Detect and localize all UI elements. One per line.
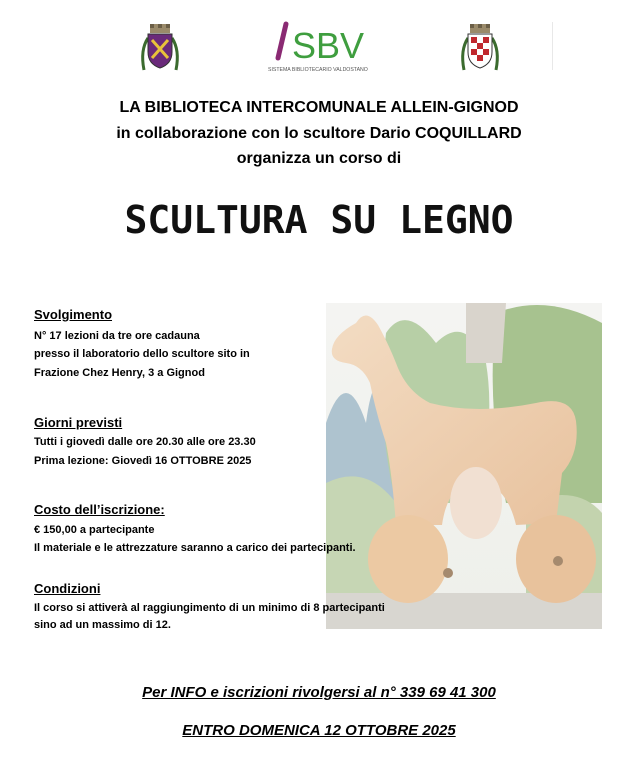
intro-line-library: LA BIBLIOTECA INTERCOMUNALE ALLEIN-GIGNOD (119, 99, 519, 116)
costo-line: € 150,00 a partecipante (34, 524, 155, 536)
sbv-logo (268, 18, 378, 74)
svolgimento-line: N° 17 lezioni da tre ore cadauna (34, 330, 200, 342)
svolgimento-line: Frazione Chez Henry, 3 a Gignod (34, 367, 205, 379)
municipal-crest-left-icon (138, 20, 182, 74)
sbv-logo-text: SBV (292, 25, 365, 66)
municipal-crest-right-icon (458, 20, 502, 74)
section-title-giorni: Giorni previsti (34, 415, 123, 430)
course-title: SCULTURA SU LEGNO (124, 198, 514, 242)
intro-line-organizes: organizza un corso di (236, 150, 402, 167)
section-title-condizioni: Condizioni (34, 581, 101, 596)
section-title-svolgimento: Svolgimento (34, 307, 113, 322)
header-divider (552, 22, 553, 70)
condizioni-line: Il corso si attiverà al raggiungimento di un minimo di 8 partecipanti (34, 602, 385, 614)
costo-line: Il materiale e le attrezzature saranno a carico dei partecipanti. (34, 542, 356, 554)
condizioni-line: sino ad un massimo di 12. (34, 619, 171, 631)
section-title-costo: Costo dell’iscrizione: (34, 502, 165, 517)
giorni-line: Prima lezione: Giovedì 16 OTTOBRE 2025 (34, 455, 252, 467)
wooden-horse-photo (326, 303, 602, 629)
intro-line-collaboration: in collaborazione con lo scultore Dario COQUILLARD (116, 125, 522, 142)
giorni-line: Tutti i giovedì dalle ore 20.30 alle ore 23.30 (34, 436, 256, 448)
footer-deadline: ENTRO DOMENICA 12 OTTOBRE 2025 (182, 722, 456, 739)
footer-contact-info: Per INFO e iscrizioni rivolgersi al n° 339 69 41 300 (142, 684, 496, 701)
sbv-logo-subtitle: SISTEMA BIBLIOTECARIO VALDOSTANO (268, 67, 368, 73)
svolgimento-line: presso il laboratorio dello scultore sito in (34, 348, 250, 360)
